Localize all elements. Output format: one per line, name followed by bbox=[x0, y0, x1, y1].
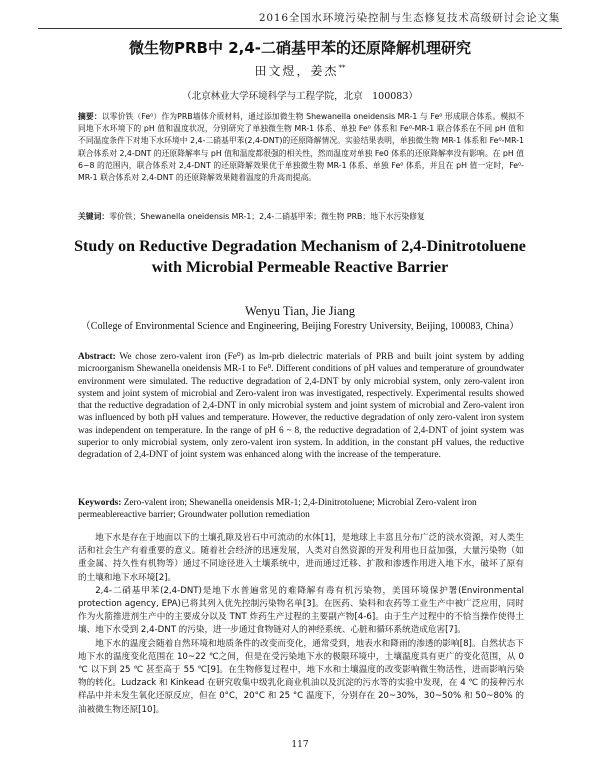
body-paragraph-1: 地下水是存在于地面以下的土壤孔隙及岩石中可流动的水体[1]，是地球上丰富且分布广泛的淡水资源，对人类生活和社会生产有着重要的意义。随着社会经济的迅速发展，人类对自然资源的开发利用也日益加强，大量污染物（如重金属、持久性有机物等）通过不同途径进入土壤系统中，进而通过迁移、扩散和渗透作用进入地下水，破坏了原有的土壤和地下水环境[2]。 bbox=[78, 533, 524, 583]
english-keywords bbox=[78, 497, 524, 522]
header-rule bbox=[38, 28, 562, 29]
chinese-keywords-text: 零价铁；Shewanella oneidensis MR-1；2,4-二硝基甲苯；微生物 PRB；地下水污染修复 bbox=[109, 212, 425, 221]
chinese-abstract-text: 以零价铁（Fe⁰）作为PRB墙体介质材料，通过添加微生物 Shewanella oneidensis MR-1 与 Fe⁰ 形成联合体系。模拟不同地下水环境下的 pH 值和温度状况，分别研究了单独微生物 MR-1 体系、单独 Fe⁰ 体系和 Fe⁰-MR-1 联合体系在不同 pH 值和不同温度条件下对地下水环境中 2,4-二硝基甲苯(2,4-DNT)的还原降解情况。实验结果表明，单独微生物 MR-1 体系和 Fe⁰-MR-1 联合体系对 2,4-DNT 的还原降解率与 pH 值和温度都很强的相关性，然而温度对单独 Fe0 体系的还原降解率没有影响。在 pH 值 6~8 的范围内，联合体系对 2,4-DNT 的还原降解效果优于单独微生物 MR-1 体系、单独 Fe⁰ 体系，并且在 pH 值一定时，Fe⁰-MR-1 联合体系对 2,4-DNT 的还原降解效果随着温度的升高而提高。 bbox=[78, 112, 524, 183]
page-number: 117 bbox=[291, 740, 309, 750]
chinese-keywords-label: 关键词： bbox=[78, 212, 110, 221]
chinese-abstract-label: 摘要： bbox=[78, 112, 102, 121]
chinese-affiliation: （北京林业大学环境科学与工程学院，北京 100083） bbox=[182, 91, 418, 102]
chinese-keywords bbox=[78, 211, 524, 223]
chinese-abstract bbox=[78, 111, 524, 184]
english-affiliation: （College of Environmental Science and Engineering, Beijing Forestry University, Beijing, 100083, China） bbox=[80, 321, 520, 332]
english-abstract-label: Abstract: bbox=[78, 352, 116, 362]
author-footnote-mark: ** bbox=[338, 64, 346, 72]
body-paragraph-3: 地下水的温度会随着自然环境和地质条件的改变而变化，通常受到，地表水和降雨的渗透的影响[8]。自然状态下地下水的温度变化范围在 10~22 ℃之间，但是在受污染地下水的极限环境中，土壤温度具有更广的变化范围，从 0 ℃ 以下到 25 ℃ 甚至高于 55 ℃[9]。在生物修复过程中，地下水和土壤温度的改变影响微生物活性，进而影响污染物的转化。Ludzack 和 Kinkead 在研究收集中级乳化商业机油以及沉淀的污水等的实验中发现，在 4 ℃ 的接种污水样品中并未发生氧化还原反应，但在 0°C，20°C 和 25 °C 温度下，分别存在 20~30%，30~50% 和 50~80% 的油被微生物还原[10]。 bbox=[78, 638, 524, 715]
chinese-title: 微生物PRB中 2,4-二硝基甲苯的还原降解机理研究 bbox=[129, 39, 471, 57]
english-title: Study on Reductive Degradation Mechanism of 2,4-Dinitrotoluene with Microbial Permeable Reactive Barrier bbox=[74, 238, 526, 276]
english-abstract-text: We chose zero-valent iron (Fe⁰) as lm-prb dielectric materials of PRB and built joint system by adding microorganism Shewanella oneidensis MR-1 to Fe⁰. Different conditions of pH values and temperature of groundwater environment were simulated. The reductive degradation of 2,4-DNT by only microbial system, only zero-valent iron system and joint system of microbial and Zero-valent iron was investigated, respectively. Experimental results showed that the reductive degradation of 2,4-DNT in only microbial system and joint system of microbial and Zero-valent iron was influenced by both pH values and temperature. However, the reductive degradation of only zero-valent iron system was independent on temperature. In the range of pH 6 ~ 8, the reductive degradation of 2,4-DNT of joint system was superior to only microbial system, only zero-valent iron system. In addition, in the constant pH values, the reductive degradation of 2,4-DNT of joint system was enhanced along with the increase of the temperature. bbox=[78, 352, 524, 461]
english-keywords-label: Keywords: bbox=[78, 498, 122, 508]
body-text bbox=[78, 532, 524, 717]
running-head: 2016全国水环境污染控制与生态修复技术高级研讨会论文集 bbox=[258, 12, 560, 24]
chinese-author-names: 田文煜，姜杰 bbox=[254, 64, 339, 78]
english-abstract bbox=[78, 351, 524, 462]
body-paragraph-2: 2,4-二硝基甲苯(2,4-DNT)是地下水普遍常见的难降解有毒有机污染物，美国环境保护署(Environmental protection agency, EPA)已将其列入优先控制污染物名单[3]。在医药、染料和农药等工业生产中被广泛应用，同时作为火箭推进剂生产中的主要成分以及 TNT 炸药生产过程的主要副产物[4-6]。由于生产过程中的不恰当操作使得土壤、地下水受到 2,4-DNT 的污染，进一步通过食物链对人的神经系统、心脏和循环系统造成危害[7]。 bbox=[78, 585, 524, 636]
english-authors: Wenyu Tian, Jie Jiang bbox=[244, 304, 356, 318]
chinese-authors bbox=[0, 62, 600, 79]
english-keywords-text: Zero-valent iron; Shewanella oneidensis MR-1; 2,4-Dinitrotoluene; Microbial Zero-valent iron permeablereactive barrier; Groundwater pollution remediation bbox=[78, 498, 477, 521]
